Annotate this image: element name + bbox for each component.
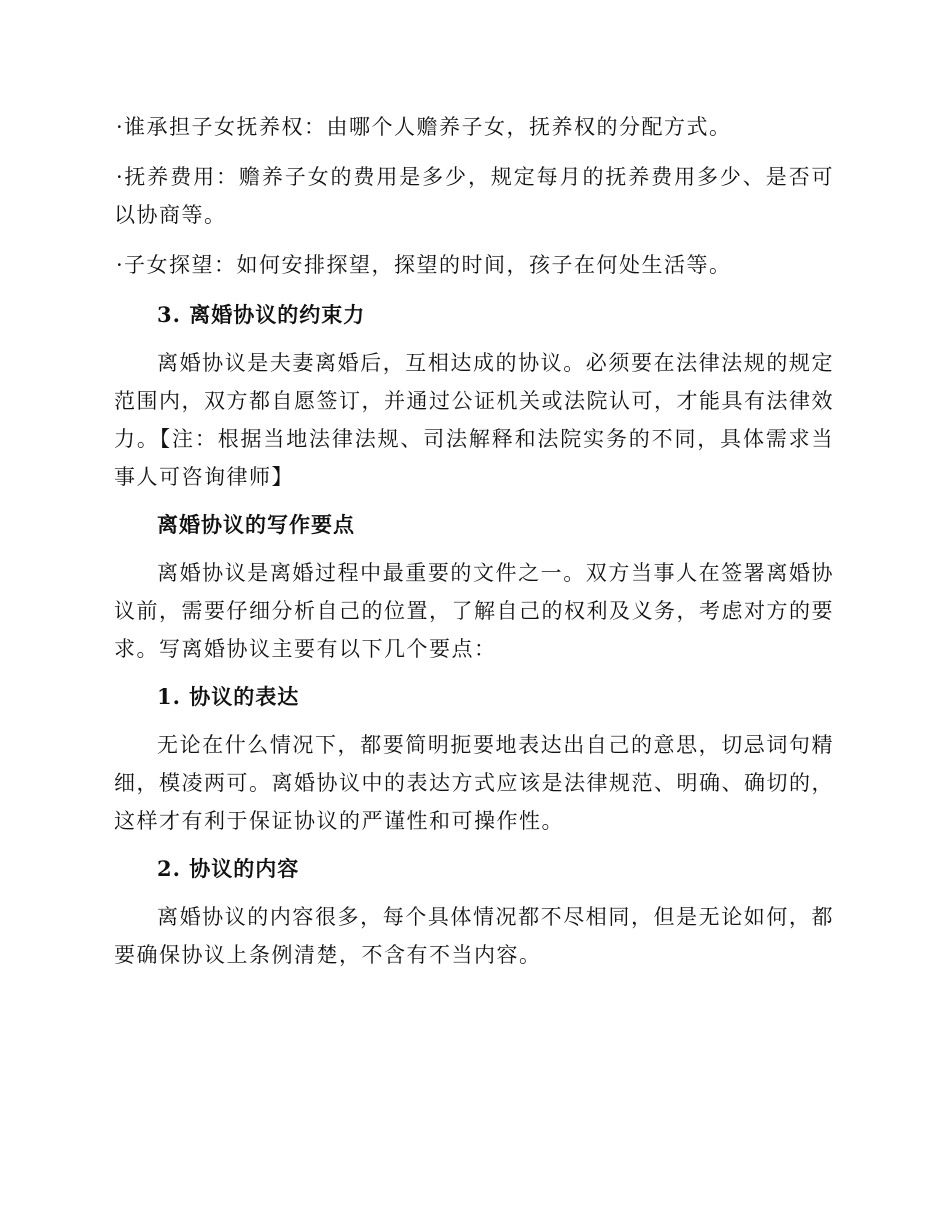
point1-heading: 1. 协议的表达	[157, 684, 300, 709]
point1-paragraph: 无论在什么情况下，都要简明扼要地表达出自己的意思，切忌词句精细，模凌两可。离婚协议中的表达方式应该是法律规范、明确、确切的，这样才有利于保证协议的严谨性和可操作性。	[114, 733, 834, 833]
bullet-marker: ·	[116, 165, 125, 189]
document-page	[114, 108, 834, 984]
bullet-support-fee	[114, 158, 834, 234]
bullet-marker: ·	[116, 115, 125, 139]
point2-heading: 2. 协议的内容	[157, 856, 300, 881]
point2-paragraph: 离婚协议的内容很多，每个具体情况都不尽相同，但是无论如何，都要确保协议上条例清楚，不含有不当内容。	[114, 905, 834, 967]
bullet-text: 谁承担子女抚养权：由哪个人赡养子女，抚养权的分配方式。	[124, 115, 732, 139]
bullet-visitation	[114, 246, 834, 284]
bullet-text: 子女探望：如何安排探望，探望的时间，孩子在何处生活等。	[124, 253, 732, 277]
section3-paragraph: 离婚协议是夫妻离婚后，互相达成的协议。必须要在法律法规的规定范围内，双方都自愿签订，并通过公证机关或法院认可，才能具有法律效力。【注：根据当地法律法规、司法解释和法院实务的不同，具体需求当事人可咨询律师】	[114, 351, 834, 489]
section3-heading: 3. 离婚协议的约束力	[157, 302, 366, 327]
bullet-marker: ·	[116, 253, 125, 277]
writing-points-heading: 离婚协议的写作要点	[157, 512, 355, 537]
writing-intro-paragraph: 离婚协议是离婚过程中最重要的文件之一。双方当事人在签署离婚协议前，需要仔细分析自己的位置，了解自己的权利及义务，考虑对方的要求。写离婚协议主要有以下几个要点：	[114, 561, 834, 661]
bullet-custody	[114, 108, 834, 146]
bullet-text: 抚养费用：赡养子女的费用是多少，规定每月的抚养费用多少、是否可以协商等。	[114, 165, 834, 227]
